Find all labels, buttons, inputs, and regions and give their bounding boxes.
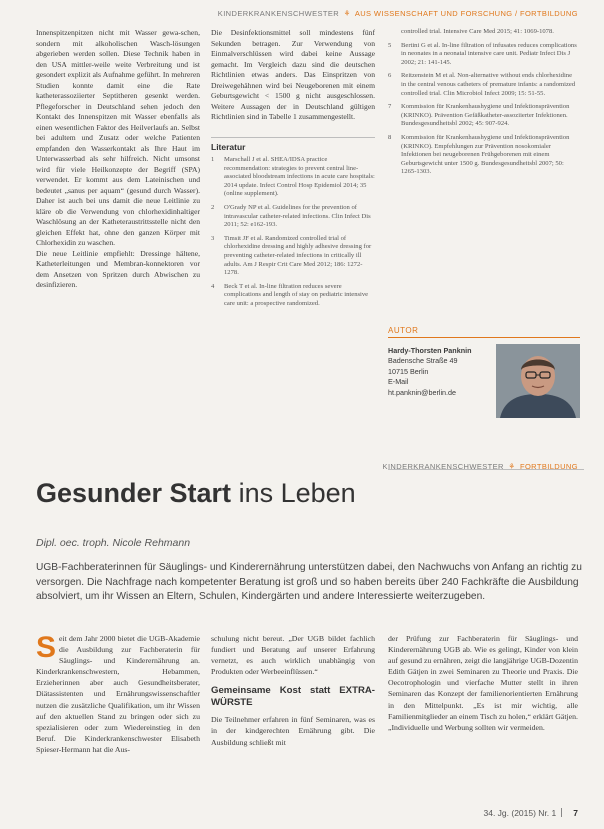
prev-article-col2 [211, 28, 375, 314]
reference-number [388, 28, 401, 37]
article-byline: Dipl. oec. troph. Nicole Rehmann [36, 537, 191, 549]
reference-item [388, 28, 578, 37]
author-photo [496, 344, 580, 418]
reference-text: Timsit JF et al. Randomized controlled trial of chlorhexidine dressing and highly adhesive dressing for preventing catheter-related infections in critically ill adults. Am J Respir Crit Care Med 2012; 186: 1272-1278. [224, 234, 372, 277]
article-title-bold: Gesunder Start [36, 478, 232, 508]
author-name: Hardy-Thorsten Panknin [388, 346, 472, 355]
reference-text: Kommission für Krankenhaushygiene und Infektionsprävention (KRINKO). Prävention Gefäßkatheter-assoziierter Infektionen. Bundesgesundheitsbl 2002; 45: 907-924. [401, 103, 570, 128]
author-city: 10715 Berlin [388, 366, 429, 376]
author-box [388, 326, 580, 436]
section-tag-journal: KINDERKRANKENSCHWESTER [382, 462, 504, 471]
body-paragraph: der Prüfung zur Fachberaterin für Säuglings- und Kinderernährung UGB ab. Wie es gelingt, Kinder von klein auf gesund zu ernähren, zeigt die langjährige UGB-Dozentin Edith Gätjen in zwei Seminaren zu Theorie und Praxis. Die Oecotrophologin und vierfache Mutter stellt in ihren Seminaren das Konzept der familienorientierten Ernährung in den Mittelpunkt. „Es ist mir wichtig, alle Familienmitglieder an einem Tisch zu holen,“ erklärt Gätjen. „Individuelle und Werbung sollten wir vermeiden. [388, 634, 578, 732]
reference-item [388, 103, 578, 129]
reference-item [211, 204, 375, 230]
reference-item [211, 235, 375, 278]
body-paragraph: Die Desinfektionsmittel soll mindestens fünf Sekunden betragen. Zur Verwendung von Einmalverschlüssen wird dabei keine Aussage gemacht. Im Vergleich dazu sind die deutschen Richtlinien etwas anders. Das Einspritzen von Dreiwegehähnen wird bei Neugeborenen mit einem Geburtsgewicht < 1500 g nicht ausgeschlossen. Weitere Aussagen der in Deutschland gültigen Richtlinien sind in Tabelle 1 zusammengestellt. [211, 28, 375, 121]
author-email-label: E-Mail [388, 377, 409, 387]
reference-text: Beck T et al. In-line filtration reduces severe complications and length of stay on pediatric intensive care unit: a prospective randomized. [224, 282, 369, 307]
journal-logo-icon: ⚘ [343, 9, 351, 18]
portrait-image-icon [496, 344, 580, 418]
reference-number: 6 [388, 72, 392, 80]
author-label: AUTOR [388, 326, 580, 338]
reference-item [211, 283, 375, 309]
body-paragraph: Innenspitzenpitzen nicht mit Wasser gewa-schen, sondern mit alkoholischen Wasch-lösungen abgerieben werden sollen. Diese Technik haben in den USA mittler-weile weite Verbreitung und ist gesondert explizit als Aufnahme geführt. In mehreren Studien konnte damit eine die Rate katheterassoziierter Septitheren gesenkt werden. Pflegeforscher in Deutschland sehen jedoch den Kontakt des Innenspitzen mit Wasser ebenfalls als einen wesentlichen Faktor des Heilverlaufs an. Selbst bei adultem und Zusatz oder welche Patienten empfanden den Wasserkontakt als Ihre Haut im Unterwasserbad als sehr hilfreich. Nicht umsonst wird für viele Heilkonzepte der Begriff (SPA) verwendet. Er kommt aus dem Lateinischen und bedeutet „sanus per aquam“ (gesund durch Wasser). Daher ist auch bei uns damit die neue Leitlinie zu kläre ob die Verwendung von chlorhexidinhaltiger Waschlösung an der Katheteraustrittsstelle nicht den gleichen Effekt hat, ohne den ganzen Körper mit Chlorhexidin zu waschen. [36, 28, 200, 247]
reference-number: 8 [388, 133, 392, 141]
reference-item [388, 134, 578, 177]
footer-divider [561, 808, 562, 817]
article-lead: UGB-Fachberaterinnen für Säuglings- und Kinderernährung unterstützen dabei, den Nachwuchs von Anfang an richtig zu versorgen. Die Nachfrage nach kompetenter Beratung ist groß und so haben bereits über 240 Fachkräfte die Ausbildung absolviert, um ihr Wissen an Eltern, Schulen, Kindergärten und andere Interessierte weiterzugeben. [36, 562, 582, 603]
reference-item [388, 72, 578, 98]
article-col3 [388, 633, 578, 733]
prev-article-col3 [388, 28, 578, 182]
reference-number: 4 [211, 282, 215, 290]
drop-cap: S [36, 631, 57, 664]
page-number: 7 [573, 808, 578, 818]
reference-text: O'Grady NP et al. Guidelines for the prevention of intravascular catheter-related infections. Clin Infect Dis 2011; 52: e162-193. [224, 203, 371, 229]
running-head-section: AUS WISSENSCHAFT UND FORSCHUNG / FORTBILDUNG [354, 9, 578, 18]
body-paragraph: schulung nicht bereut. „Der UGB bildet fachlich fundiert und Beratung auf unserer Erfahrung vernetzt, es auch wirklich unabhängig von Produkten oder Werbeeinflüssen.“ [211, 634, 375, 677]
reference-number: 3 [211, 234, 215, 242]
reference-number: 1 [211, 156, 215, 163]
page-footer [484, 808, 579, 818]
author-email-link[interactable]: ht.panknin@berlin.de [388, 387, 457, 397]
reference-item [211, 156, 375, 199]
reference-number: 5 [388, 41, 392, 49]
literature-heading: Literatur [211, 137, 375, 153]
article-section-tag [383, 462, 578, 471]
prev-article-col1 [36, 28, 200, 291]
article-col2 [211, 633, 375, 748]
article-title-rest: ins Leben [231, 478, 356, 508]
reference-number: 7 [388, 103, 392, 111]
article-col1 [36, 633, 200, 755]
running-head [218, 9, 578, 18]
article-subheading: Gemeinsame Kost statt EXTRA-WÜRSTE [211, 685, 375, 709]
body-paragraph: Die neue Leitlinie empfiehlt: Dressinge hältene, Katheterleitungen und Membran-konnektoren vor dem Ansetzen von Spritzen durch Abwischen zu desinfizieren. [36, 248, 200, 289]
journal-logo-icon: ⚘ [508, 462, 516, 471]
section-tag-name: FORTBILDUNG [519, 462, 578, 471]
author-street: Badensche Straße 49 [388, 356, 458, 366]
article-title [36, 478, 576, 509]
reference-text: Marschall J et al. SHEA/IDSA practice recommendation: strategies to prevent central line-associated bloodstream infections in acute care hospitals: 2014 update. Infect Control Hosp Epidemiol 2014; 35 (online supplement). [224, 156, 375, 198]
body-paragraph: Die Teilnehmer erfahren in fünf Seminaren, was es in der kindgerechten Ernährung gibt. Die Ausbildung schließt mit [211, 715, 375, 747]
reference-text: controlled trial. Intensive Care Med 2015; 41: 1069-1078. [401, 28, 554, 35]
reference-item [388, 42, 578, 68]
journal-name: KINDERKRANKENSCHWESTER [217, 9, 340, 18]
reference-text: Kommission für Krankenhaushygiene und Infektionsprävention (KRINKO). Empfehlungen zur Prävention nosokomialer Infektionen bei neugeborenen Frühgeborenen mit einem Geburtsgewicht unter 1500 g. Bundesgesundheitsbl 2007; 50: 1265-1303. [401, 133, 570, 176]
author-info [388, 346, 492, 398]
body-paragraph: eit dem Jahr 2000 bietet die UGB-Akademie die Ausbildung zur Fachberaterin für Säuglings- und Kinderernährung an. Kinderkrankenschwestern, Hebammen, Erzieherinnen aber auch Gesundheitsberater, Diätassistenten und Ernährungswissenschaftler nutzen die zusätzliche Qualifikation, um ihr Wissen auf den aktuellen Stand zu bringen oder sich zu spezialisieren oder zum Wiedereinstieg in den Beruf. Die Kinderkrankenschwester Elisabeth Spieser-Hermann hat die Aus- [36, 634, 200, 754]
reference-number: 2 [211, 203, 215, 211]
issue-info: 34. Jg. (2015) Nr. 1 [483, 808, 557, 818]
reference-text: Reitzenstein M et al. Non-alternative without ends chlorhexidine in the central venous catheters of premature infants: a randomized controlled trial. Clin Microbiol Infect 2009; 15: 51-55. [401, 72, 576, 97]
reference-text: Bertini G et al. In-line filtration of infusates reduces complications in neonates in a neonatal intensive care unit. Pediatr Infect Dis J 2002; 21: 141-145. [401, 41, 577, 66]
